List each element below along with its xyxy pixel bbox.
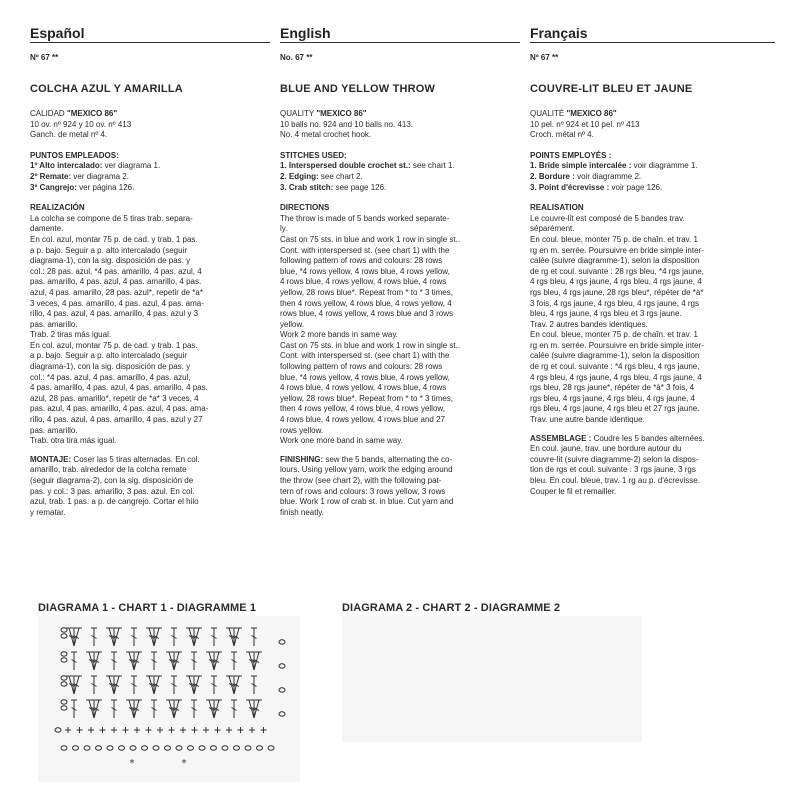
chain-stitch-symbol [268,746,274,750]
text-line: Trav. une autre bande identique. [530,415,645,425]
text-line: azul, 28 pas. amarillo*, repetir de *a* 3 veces, 4 [30,393,199,403]
quality-label: QUALITÉ [530,109,567,118]
chain-stitch-symbol [279,712,285,716]
double-crochet-symbol [186,628,194,646]
text-line: rg en m. serrée. Poursuivre en bride simple inter- [530,245,704,255]
directions-text [530,214,762,426]
quality-label: CALIDAD [30,109,67,118]
double-crochet-symbol [106,676,114,694]
stitch-list [30,161,262,193]
quality-block [30,109,262,141]
double-crochet-symbol [91,628,97,646]
text-line: col.: *4 pas. azul, 4 pas. amarillo, 4 pas. azul, [30,372,191,382]
pattern-title: BLUE AND YELLOW THROW [280,83,436,95]
text-line: de rg et coul. suivante : 28 rgs bleu, *4 rgs jaune, [530,266,704,276]
stitch-item: 1. Interspersed double crochet st.: see chart 1. [280,161,455,171]
single-crochet-symbol [215,727,221,733]
double-crochet-symbol [126,700,134,718]
text-line: rows yellow. [280,425,324,435]
double-crochet-symbol [214,700,222,718]
single-crochet-symbol [77,727,83,733]
double-crochet-symbol [194,676,202,694]
single-crochet-symbol [226,727,232,733]
double-crochet-symbol [111,700,117,718]
text-line: blue, *4 rows yellow, 4 rows blue, 4 rows yellow, [280,266,450,276]
double-crochet-symbol [86,652,94,670]
quality-block [530,109,762,141]
text-line: pas. amarillo. [30,425,78,435]
chain-stitch-symbol [107,746,113,750]
text-line: ly. [280,224,288,234]
double-crochet-symbol [206,652,214,670]
single-crochet-symbol [146,727,152,733]
chain-stitch-symbol [61,634,67,638]
stitch-list [530,161,762,193]
chain-stitch-symbol [188,746,194,750]
text-line: pas. amarillo. [30,319,78,329]
double-crochet-symbol [206,700,214,718]
text-line: yellow, 28 rows blue*. Repeat from * to * 3 times, [280,393,453,403]
double-crochet-symbol [71,700,77,718]
stitch-item: 3. Crab stitch: see page 126. [280,182,387,192]
quality-line: 10 ov. nº 924 y 10 ov. nº 413 [30,119,132,129]
double-crochet-symbol [186,676,194,694]
quality-name: "MEXICO 86" [566,109,617,118]
chain-stitch-symbol [55,728,61,732]
single-crochet-symbol [192,727,198,733]
double-crochet-symbol [191,652,197,670]
language-heading: Español [30,25,85,41]
section-heading: REALISATION [530,203,584,213]
double-crochet-symbol [154,676,162,694]
single-crochet-symbol [65,727,71,733]
text-line: Trab. 2 tiras más igual. [30,330,112,340]
text-line: blue, *4 rows yellow, 4 rows blue, 4 rows yellow, [280,372,450,382]
chain-stitch-symbol [257,746,263,750]
chain-stitch-symbol [211,746,217,750]
section-heading: PUNTOS EMPLEADOS: [30,150,119,160]
text-line: Cont. with interspersed st. (see chart 1) with the [280,245,450,255]
text-line: The throw is made of 5 bands worked separate- [280,213,450,223]
double-crochet-symbol [131,628,137,646]
single-crochet-symbol [203,727,209,733]
double-crochet-symbol [106,628,114,646]
section-heading: POINTS EMPLOYÉS : [530,150,612,160]
text-line: pas. azul, 4 pas. amarillo, 4 pas. azul, 4 pas. ama- [30,404,209,414]
text-line: then 4 rows yellow, 4 rows blue, 4 rows yellow, 4 [280,298,452,308]
text-line: 3 fois, 4 rgs jaune, 4 rgs bleu, 4 rgs jaune, 4 rgs [530,298,699,308]
double-crochet-symbol [126,652,134,670]
text-line: diagrama-1), con la sig. disposición de pas. y [30,362,191,372]
text-line: 4 rows blue, 4 rows yellow, 4 rows blue, 4 rows [280,277,447,287]
directions-text [30,214,262,447]
double-crochet-symbol [91,676,97,694]
single-crochet-symbol [134,727,140,733]
chain-stitch-symbol [176,746,182,750]
language-heading: Français [530,25,588,41]
double-crochet-symbol [131,676,137,694]
finishing-text: ASSEMBLAGE : Coudre les 5 bandes alternées. En coul. jaune, trav. une bordure autour du couvre-lit (suivre diagramme-2) selon la dispos- tion de rgs et coul. suivante : 3 rgs jaune, 3 rgs bleu. En coul. bleue, trav. 1 rg au p. d'écrevisse. Couper le fil et remailler. [530,433,705,496]
double-crochet-symbol [211,676,217,694]
double-crochet-symbol [231,652,237,670]
finishing-text: FINISHING: sew the 5 bands, alternating the co- lours. Using yellow yarn, work the edging around the throw (see chart 2), with the following pat- tern of rows and colours: 3 rows yellow, 3 rows blue. Work 1 row of crab st. in blue. Cut yarn and finish neatly. [280,454,454,517]
single-crochet-symbol [169,727,175,733]
pattern-number: No. 67 ** [280,53,313,62]
text-line: rgs bleu, 4 rgs jaune, 4 rgs bleu et 27 rgs jaune. [530,404,700,414]
chain-stitch-symbol [61,706,67,710]
single-crochet-symbol [123,727,129,733]
text-line: col.: 28 pas. azul, *4 pas. amarillo, 4 pas. azul, 4 [30,266,202,276]
text-line: rgs bleu, 4 rgs jaune, 4 rgs bleu, 4 rgs jaune, 4 [530,393,695,403]
text-line: 4 rows blue, 4 rows yellow, 4 rows blue and 27 [280,415,445,425]
text-line: a p. bajo. Seguir a p. alto intercalado (seguir [30,245,187,255]
text-line: 3 veces, 4 pas. amarillo, 4 pas. azul, 4 pas. ama- [30,298,204,308]
text-line: azul, 4 pas. amarillo, 28 pas. azul*, repetir de *a* [30,287,203,297]
text-line: calée (suivre diagramme-1), selon la disposition [530,351,700,361]
quality-label: QUALITY [280,109,317,118]
double-crochet-symbol [246,700,254,718]
double-crochet-symbol [74,676,82,694]
double-crochet-symbol [146,676,154,694]
double-crochet-symbol [71,652,77,670]
text-line: a p. bajo. Seguir a p. alto intercalado (seguir [30,351,187,361]
double-crochet-symbol [94,700,102,718]
text-line: rillo, 4 pas. azul, 4 pas. amarillo, 4 pas. azul y 27 [30,415,203,425]
double-crochet-symbol [166,700,174,718]
chain-stitch-symbol [96,746,102,750]
chain-stitch-symbol [61,652,67,656]
single-crochet-symbol [88,727,94,733]
double-crochet-symbol [146,628,154,646]
double-crochet-symbol [254,652,262,670]
quality-name: "MEXICO 86" [66,109,118,118]
diagram-2 [342,602,642,742]
chain-stitch-symbol [199,746,205,750]
text-line: En coul. bleue, monter 75 p. de chaîn. et trav. 1 [530,234,698,244]
double-crochet-symbol [174,700,182,718]
chain-stitch-symbol [61,658,67,662]
double-crochet-symbol [191,700,197,718]
double-crochet-symbol [114,628,122,646]
section-heading: STITCHES USED: [280,150,347,160]
text-line: 4 rgs bleu, 4 rgs jaune, 4 rgs bleu, 4 rgs jaune, 4 [530,372,702,382]
double-crochet-symbol [171,676,177,694]
text-line: rgs bleu, 28 rgs jaune*, répéter de *à* 3 fois, 4 [530,383,695,393]
chain-stitch-symbol [142,746,148,750]
text-line: Le couvre-lit est composé de 5 bandes trav. [530,213,685,223]
single-crochet-symbol [157,727,163,733]
double-crochet-symbol [194,628,202,646]
single-crochet-symbol [249,727,255,733]
text-line: calée (suivre diagramme-1), selon la disposition [530,256,700,266]
stitch-item: 2. Edging: see chart 2. [280,171,363,181]
text-line: rows blue, 4 rows yellow, 4 rows blue and 3 rows [280,309,453,319]
text-line: rg en m. serrée. Poursuivre en bride simple inter- [530,340,704,350]
diagram-1 [38,602,300,782]
text-line: pas. amarillo, 4 pas. azul, 4 pas. amarillo, 4 pas. [30,277,202,287]
text-line: Trab. otra tira más igual. [30,436,117,446]
double-crochet-symbol [214,652,222,670]
chain-stitch-symbol [153,746,159,750]
double-crochet-symbol [166,652,174,670]
quality-line: Ganch. de metal nº 4. [30,130,108,140]
text-line: En coul. bleue, monter 75 p. de chaîn. et trav. 1 [530,330,698,340]
chain-stitch-symbol [84,746,90,750]
stitch-item: 2. Bordure : voir diagramme 2. [530,171,642,181]
chain-stitch-symbol [165,746,171,750]
double-crochet-symbol [134,700,142,718]
double-crochet-symbol [211,628,217,646]
text-line: 4 pas. amarillo, 4 pas. azul, 4 pas. amarillo, 4 pas. [30,383,208,393]
text-line: then 4 rows yellow, 4 rows blue, 4 rows yellow, [280,404,445,414]
double-crochet-symbol [171,628,177,646]
quality-line: 10 pel. nº 924 et 10 pel. nº 413 [530,119,640,129]
diagram-title: DIAGRAMA 1 - CHART 1 - DIAGRAMME 1 [38,602,257,614]
chain-stitch-symbol [61,746,67,750]
stitch-item: 3º Cangrejo: ver página 126. [30,182,135,192]
double-crochet-symbol [226,628,234,646]
double-crochet-symbol [251,628,257,646]
quality-block [280,109,512,141]
text-line: Work 2 more bands in same way. [280,330,398,340]
double-crochet-symbol [251,676,257,694]
double-crochet-symbol [226,676,234,694]
stitch-item: 3. Point d'écrevisse : voir page 126. [530,182,663,192]
chain-stitch-symbol [279,664,285,668]
crochet-chart-2 [342,616,642,742]
chain-stitch-symbol [245,746,251,750]
double-crochet-symbol [86,700,94,718]
single-crochet-symbol [111,727,117,733]
directions-text [280,214,512,447]
pattern-number: Nº 67 ** [30,53,59,62]
quality-line: 10 balls no. 924 and 10 balls no. 413. [280,119,413,129]
quality-line: No. 4 metal crochet hook. [280,130,372,140]
chain-stitch-symbol [234,746,240,750]
double-crochet-symbol [74,628,82,646]
text-line: 4 rows blue, 4 rows yellow, 4 rows blue, 4 rows [280,383,447,393]
chain-stitch-symbol [279,688,285,692]
text-line: following pattern of rows and colours: 28 rows [280,362,443,372]
pattern-title: COUVRE-LIT BLEU ET JAUNE [530,83,693,95]
stitch-item: 1º Alto intercalado: ver diagrama 1. [30,161,161,171]
text-line: diagrama-1), con la sig. disposición de pas. y [30,256,191,266]
quality-name: "MEXICO 86" [316,109,367,118]
pattern-number: Nº 67 ** [530,53,559,62]
column-english [280,18,512,518]
single-crochet-symbol [261,727,267,733]
text-line: En col. azul, montar 75 p. de cad. y trab. 1 pas. [30,340,198,350]
column-french [530,18,762,497]
section-heading: DIRECTIONS [280,203,330,213]
pattern-title: COLCHA AZUL Y AMARILLA [30,83,183,95]
stitch-item: 1. Bride simple intercalée : voir diagramme 1. [530,161,698,171]
double-crochet-symbol [234,628,242,646]
double-crochet-symbol [151,652,157,670]
text-line: Cast on 75 sts. in blue and work 1 row in single st.. [280,234,461,244]
double-crochet-symbol [231,700,237,718]
double-crochet-symbol [151,700,157,718]
chain-stitch-symbol [130,746,136,750]
double-crochet-symbol [254,700,262,718]
text-line: bleu, 4 rgs jaune, 4 rgs bleu et 3 rgs jaune. [530,309,682,319]
finishing-text: MONTAJE: Coser las 5 tiras alternadas. En col. amarillo, trab. alrededor de la colcha remate (seguir diagrama-2), con la sig. disposición de pas. y col.: 3 pas. amarillo, 3 pas. azul. En col. azul, trab. 1 pas. a p. de cangrejo. Cortar el hilo y rematar. [30,454,200,517]
double-crochet-symbol [114,676,122,694]
column-spanish [30,18,262,518]
double-crochet-symbol [134,652,142,670]
chain-stitch-symbol [279,640,285,644]
language-heading: English [280,25,331,41]
stitch-item: 2º Remate: ver diagrama 2. [30,171,129,181]
repeat-marker-symbol: * [181,758,187,769]
text-line: séparément. [530,224,575,234]
text-line: rillo, 4 pas. azul, 4 pas. amarillo, 4 pas. azul y 3 [30,309,199,319]
text-line: Cast on 75 sts. in blue and work 1 row in single st.. [280,340,461,350]
double-crochet-symbol [174,652,182,670]
double-crochet-symbol [154,628,162,646]
text-line: Cont. with interspersed st. (see chart 1) with the [280,351,450,361]
chain-stitch-symbol [119,746,125,750]
chain-stitch-symbol [222,746,228,750]
stitch-list [280,161,512,193]
chain-stitch-symbol [73,746,79,750]
single-crochet-symbol [238,727,244,733]
text-line: yellow, 28 rows blue*. Repeat from * to * 3 times, [280,287,453,297]
section-heading: REALIZACIÓN [30,203,85,213]
double-crochet-symbol [246,652,254,670]
text-line: damente. [30,224,64,234]
single-crochet-symbol [180,727,186,733]
text-line: following pattern of rows and colours: 28 rows [280,256,443,266]
quality-line: Croch. métal nº 4. [530,130,594,140]
double-crochet-symbol [111,652,117,670]
crochet-chart-1 [38,616,300,782]
text-line: En col. azul, montar 75 p. de cad. y trab. 1 pas. [30,234,198,244]
diagram-title: DIAGRAMA 2 - CHART 2 - DIAGRAMME 2 [342,602,561,614]
text-line: de rg et coul. suivante : *4 rgs bleu, 4 rgs jaune, [530,362,700,372]
text-line: yellow. [280,319,305,329]
single-crochet-symbol [100,727,106,733]
repeat-marker-symbol: * [129,758,135,769]
double-crochet-symbol [234,676,242,694]
chain-stitch-symbol [61,682,67,686]
text-line: Work one more band in same way. [280,436,403,446]
text-line: Trav. 2 autres bandes identiques. [530,319,648,329]
chain-stitch-symbol [61,700,67,704]
text-line: 4 rgs bleu, 4 rgs jaune, 4 rgs bleu, 4 rgs jaune, 4 [530,277,702,287]
text-line: rgs bleu, 4 rgs jaune, 28 rgs bleu*, répéter de *à* [530,287,704,297]
double-crochet-symbol [94,652,102,670]
text-line: La colcha se compone de 5 tiras trab. separa- [30,213,193,223]
